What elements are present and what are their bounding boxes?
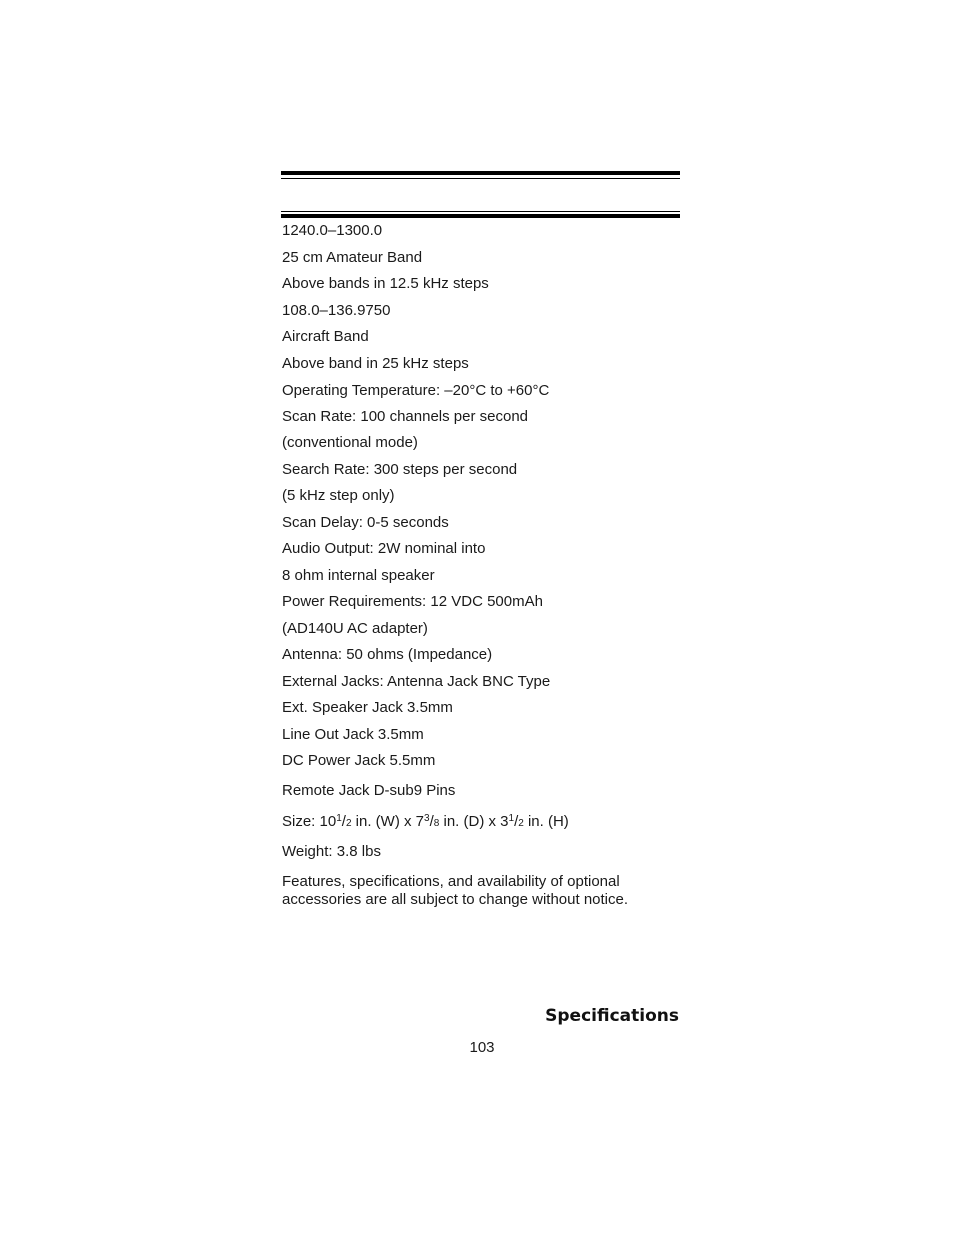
spec-line: Ext. Speaker Jack 3.5mm bbox=[282, 699, 453, 716]
width-fraction-numerator: 1 bbox=[336, 813, 342, 824]
depth-fraction-slash: / bbox=[429, 813, 434, 830]
spec-line: Line Out Jack 3.5mm bbox=[282, 726, 424, 743]
depth-fraction-numerator: 3 bbox=[424, 813, 430, 824]
width-fraction-denominator: 2 bbox=[345, 818, 352, 829]
spec-line: Aircraft Band bbox=[282, 328, 369, 345]
spec-line: 108.0–136.9750 bbox=[282, 302, 391, 319]
spec-line: DC Power Jack 5.5mm bbox=[282, 752, 436, 769]
change-notice: Features, specifications, and availability of optional accessories are all subject to change without notice. bbox=[282, 873, 629, 908]
spec-line: Power Requirements: 12 VDC 500mAh bbox=[282, 593, 543, 610]
page-number: 103 bbox=[469, 1039, 495, 1056]
height-fraction-slash: / bbox=[514, 813, 519, 830]
spec-line: Operating Temperature: –20°C to +60°C bbox=[282, 382, 550, 399]
header-divider-thin-line bbox=[281, 211, 680, 212]
spec-line: (AD140U AC adapter) bbox=[282, 620, 428, 637]
top-divider-thick-line bbox=[281, 171, 680, 175]
top-divider bbox=[281, 171, 680, 179]
depth-unit: in. (D) x 3 bbox=[439, 813, 509, 830]
depth-fraction-denominator: 8 bbox=[433, 818, 440, 829]
spec-line: Antenna: 50 ohms (Impedance) bbox=[282, 646, 493, 663]
size-prefix: Size: 10 bbox=[282, 813, 337, 830]
spec-line: External Jacks: Antenna Jack BNC Type bbox=[282, 673, 551, 690]
size-spec-line bbox=[282, 813, 569, 833]
spec-line: (5 kHz step only) bbox=[282, 487, 395, 504]
spec-line: 1240.0–1300.0 bbox=[282, 222, 383, 239]
spec-line: Above bands in 12.5 kHz steps bbox=[282, 275, 489, 292]
height-unit: in. (H) bbox=[523, 813, 569, 830]
height-fraction-denominator: 2 bbox=[518, 818, 524, 829]
width-unit: in. (W) x 7 bbox=[351, 813, 425, 830]
top-divider-thin-line bbox=[281, 178, 680, 179]
height-fraction-numerator: 1 bbox=[508, 813, 515, 824]
spec-line: Audio Output: 2W nominal into bbox=[282, 540, 486, 557]
section-title: Specifications bbox=[545, 1006, 679, 1026]
table-header-divider bbox=[281, 211, 680, 218]
width-fraction-slash: / bbox=[341, 813, 346, 830]
spec-line: Scan Rate: 100 channels per second bbox=[282, 408, 528, 425]
spec-line: 25 cm Amateur Band bbox=[282, 249, 423, 266]
spec-line: Scan Delay: 0-5 seconds bbox=[282, 514, 449, 531]
weight-spec-line: Weight: 3.8 lbs bbox=[282, 843, 381, 860]
spec-line: Remote Jack D-sub9 Pins bbox=[282, 782, 456, 799]
spec-line: 8 ohm internal speaker bbox=[282, 567, 435, 584]
spec-line: Above band in 25 kHz steps bbox=[282, 355, 469, 372]
spec-line: (conventional mode) bbox=[282, 434, 418, 451]
spec-line: Search Rate: 300 steps per second bbox=[282, 461, 518, 478]
header-divider-thick-line bbox=[281, 214, 680, 218]
